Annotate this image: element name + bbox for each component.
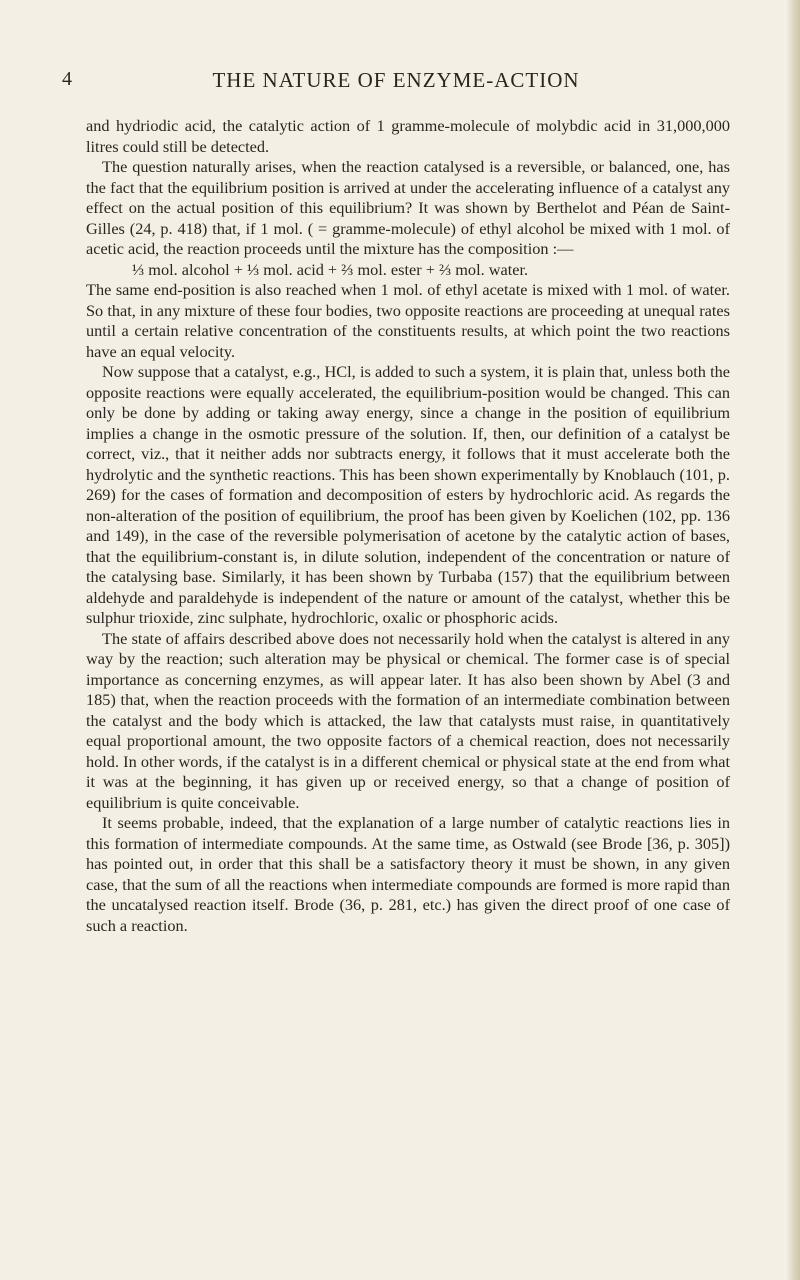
paragraph-6: It seems probable, indeed, that the explanation of a large number of catalytic reactions lies in this formation of intermediate compounds. At the same time, as Ostwald (see Brode [36, p. 305]) has pointed out, in order that this shall be a satisfactory theory it must be shown, in any given case, that the sum of all the reactions when intermediate compounds are formed is more rapid than the uncatalysed reaction itself. Brode (36, p. 281, etc.) has given the direct proof of one case of such a reaction. (86, 813, 730, 935)
page-number: 4 (62, 68, 72, 90)
paragraph-1: and hydriodic acid, the catalytic action of 1 gramme-molecule of molybdic acid in 31,000,000 litres could still be detected. (86, 116, 730, 156)
paragraph-3: The same end-position is also reached when 1 mol. of ethyl acetate is mixed with 1 mol. of water. So that, in any mixture of these four bodies, two opposite reactions are proceeding at unequal rates until a certain relative concentration of the constituents results, at which point the two reactions have an equal velocity. (86, 280, 730, 361)
paragraph-4: Now suppose that a catalyst, e.g., HCl, is added to such a system, it is plain that, unless both the opposite reactions were equally accelerated, the equilibrium-position would be changed. This can only be done by adding or taking away energy, since a change in the position of equilibrium implies a change in the osmotic pressure of the solution. If, then, our definition of a catalyst be correct, viz., that it neither adds nor subtracts energy, it follows that it must accelerate both the hydrolytic and the synthetic reactions. This has been shown experimentally by Knoblauch (101, p. 269) for the cases of formation and decomposition of esters by hydrochloric acid. As regards the non-alteration of the position of equilibrium, the proof has been given by Koelichen (102, pp. 136 and 149), in the case of the reversible polymerisation of acetone by the catalytic action of bases, that the equilibrium-constant is, in dilute solution, independent of the concentration or nature of the catalysing base. Similarly, it has been shown by Turbaba (157) that the equilibrium between aldehyde and paraldehyde is independent of the nature or amount of the catalyst, whether this be sulphur trioxide, zinc sulphate, hydrochloric, oxalic or phosphoric acids. (86, 362, 730, 627)
running-title: THE NATURE OF ENZYME-ACTION (212, 68, 580, 92)
paragraph-5: The state of affairs described above does not necessarily hold when the catalyst is altered in any way by the reaction; such alteration may be physical or chemical. The former case is of special importance as concerning enzymes, as will appear later. It has also been shown by Abel (3 and 185) that, when the reaction proceeds with the formation of an intermediate combination between the catalyst and the body which is attacked, the law that catalysts must raise, in quantitatively equal proportional amount, the two opposite factors of a chemical reaction, does not necessarily hold. In other words, if the catalyst is in a different chemical or physical state at the end from what it was at the beginning, it has given up or received energy, so that a change of position of equilibrium is quite conceivable. (86, 628, 730, 812)
body-text (86, 116, 730, 936)
paragraph-2: The question naturally arises, when the reaction catalysed is a reversible, or balanced, one, has the fact that the equilibrium position is arrived at under the accelerating influence of a catalyst any effect on the actual position of this equilibrium? It was shown by Berthelot and Péan de Saint-Gilles (24, p. 418) that, if 1 mol. ( = gramme-molecule) of ethyl alcohol be mixed with 1 mol. of acetic acid, the reaction proceeds until the mixture has the composition :— (86, 157, 730, 258)
page-edge (786, 0, 800, 1280)
equilibrium-equation: ⅓ mol. alcohol + ⅓ mol. acid + ⅔ mol. ester + ⅔ mol. water. (132, 259, 529, 279)
page-header (62, 68, 730, 94)
